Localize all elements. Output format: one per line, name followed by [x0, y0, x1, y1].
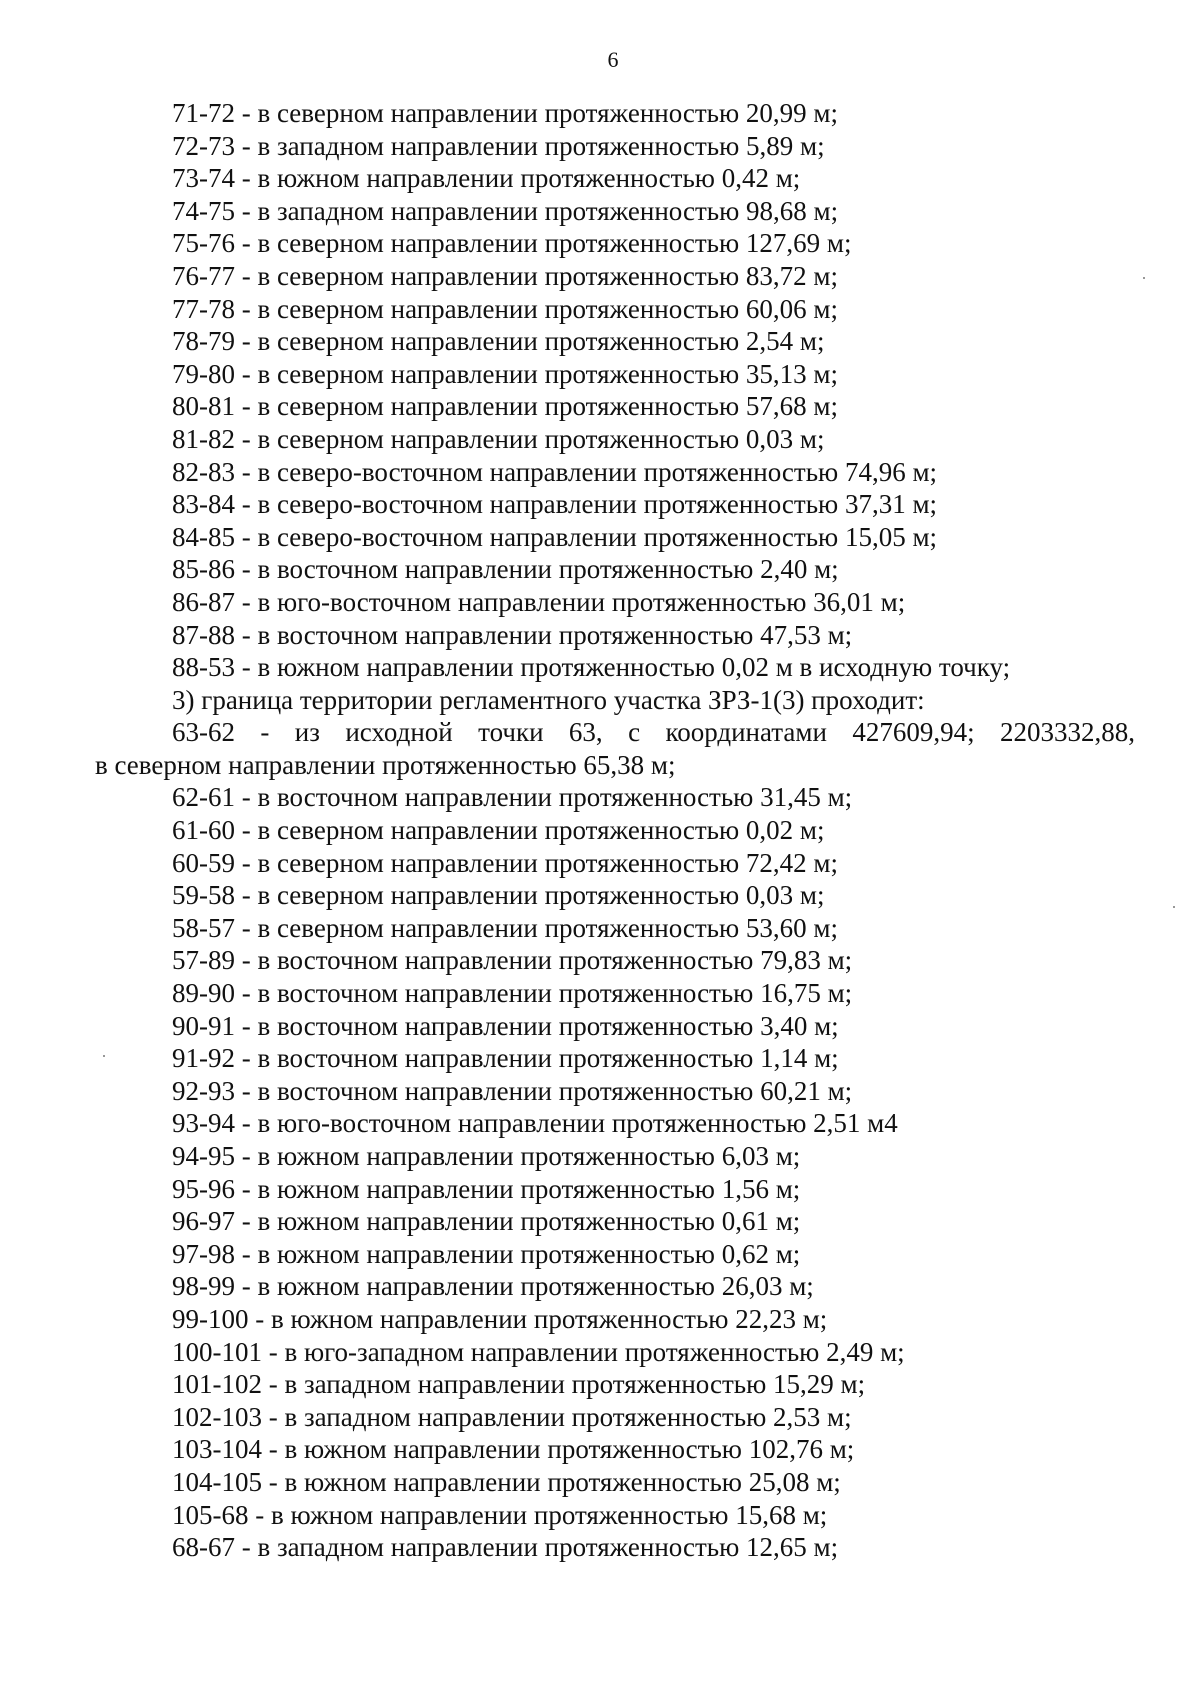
- text-line: 84-85 - в северо-восточном направлении протяженностью 15,05 м;: [172, 521, 938, 552]
- text-line: 79-80 - в северном направлении протяженностью 35,13 м;: [172, 358, 838, 389]
- text-line: 76-77 - в северном направлении протяженностью 83,72 м;: [172, 260, 838, 291]
- text-line: 75-76 - в северном направлении протяженностью 127,69 м;: [172, 228, 852, 259]
- text-line: 72-73 - в западном направлении протяженностью 5,89 м;: [172, 130, 825, 161]
- text-line: 103-104 - в южном направлении протяженностью 102,76 м;: [172, 1434, 855, 1465]
- text-line: 104-105 - в южном направлении протяженностью 25,08 м;: [172, 1466, 841, 1497]
- text-line: 68-67 - в западном направлении протяженностью 12,65 м;: [172, 1532, 839, 1563]
- text-line: 74-75 - в западном направлении протяженностью 98,68 м;: [172, 195, 839, 226]
- text-line: 57-89 - в восточном направлении протяженностью 79,83 м;: [172, 945, 853, 976]
- text-line: 58-57 - в северном направлении протяженностью 53,60 м;: [172, 912, 838, 943]
- section-heading: 3) граница территории регламентного участка ЗРЗ-1(3) проходит:: [172, 684, 925, 715]
- text-line: 92-93 - в восточном направлении протяженностью 60,21 м;: [172, 1075, 853, 1106]
- text-line: 82-83 - в северо-восточном направлении протяженностью 74,96 м;: [172, 456, 938, 487]
- text-line: 85-86 - в восточном направлении протяженностью 2,40 м;: [172, 554, 839, 585]
- text-line: 77-78 - в северном направлении протяженностью 60,06 м;: [172, 293, 838, 324]
- text-line: 73-74 - в южном направлении протяженностью 0,42 м;: [172, 163, 801, 194]
- scan-speck: [1173, 906, 1175, 908]
- document-body: [95, 97, 1135, 1564]
- text-line: 89-90 - в восточном направлении протяженностью 16,75 м;: [172, 978, 853, 1009]
- text-line: 59-58 - в северном направлении протяженностью 0,03 м;: [172, 880, 825, 911]
- text-line: 86-87 - в юго-восточном направлении протяженностью 36,01 м;: [172, 586, 906, 617]
- text-line: 100-101 - в юго-западном направлении протяженностью 2,49 м;: [172, 1336, 905, 1367]
- scan-speck: [1143, 277, 1145, 279]
- text-line: 83-84 - в северо-восточном направлении протяженностью 37,31 м;: [172, 489, 938, 520]
- text-line: 60-59 - в северном направлении протяженностью 72,42 м;: [172, 847, 838, 878]
- text-line: 61-60 - в северном направлении протяженностью 0,02 м;: [172, 815, 825, 846]
- text-line: 95-96 - в южном направлении протяженностью 1,56 м;: [172, 1173, 801, 1204]
- page-number: 6: [607, 47, 619, 72]
- text-line: 90-91 - в восточном направлении протяженностью 3,40 м;: [172, 1010, 839, 1041]
- text-line: 80-81 - в северном направлении протяженностью 57,68 м;: [172, 391, 838, 422]
- text-line: 105-68 - в южном направлении протяженностью 15,68 м;: [172, 1499, 828, 1530]
- text-line: 88-53 - в южном направлении протяженностью 0,02 м в исходную точку;: [172, 652, 1011, 683]
- scan-speck: [103, 1055, 105, 1057]
- text-line: 97-98 - в южном направлении протяженностью 0,62 м;: [172, 1238, 801, 1269]
- text-line: 96-97 - в южном направлении протяженностью 0,61 м;: [172, 1206, 801, 1237]
- text-line: 98-99 - в южном направлении протяженностью 26,03 м;: [172, 1271, 814, 1302]
- text-line: 99-100 - в южном направлении протяженностью 22,23 м;: [172, 1303, 828, 1334]
- text-line: 78-79 - в северном направлении протяженностью 2,54 м;: [172, 326, 825, 357]
- text-line: 101-102 - в западном направлении протяженностью 15,29 м;: [172, 1369, 866, 1400]
- text-line: 91-92 - в восточном направлении протяженностью 1,14 м;: [172, 1043, 839, 1074]
- text-line: 62-61 - в восточном направлении протяженностью 31,45 м;: [172, 782, 853, 813]
- text-line: 87-88 - в восточном направлении протяженностью 47,53 м;: [172, 619, 853, 650]
- text-line: 102-103 - в западном направлении протяженностью 2,53 м;: [172, 1401, 852, 1432]
- text-line: 71-72 - в северном направлении протяженностью 20,99 м;: [172, 98, 838, 128]
- text-line: 63-62 - из исходной точки 63, с координатами 427609,94; 2203332,88,: [172, 717, 1135, 748]
- text-line-continuation: в северном направлении протяженностью 65,38 м;: [95, 749, 676, 780]
- text-line: 94-95 - в южном направлении протяженностью 6,03 м;: [172, 1141, 801, 1171]
- text-line: 93-94 - в юго-восточном направлении протяженностью 2,51 м4: [172, 1108, 898, 1139]
- text-line: 81-82 - в северном направлении протяженностью 0,03 м;: [172, 423, 825, 454]
